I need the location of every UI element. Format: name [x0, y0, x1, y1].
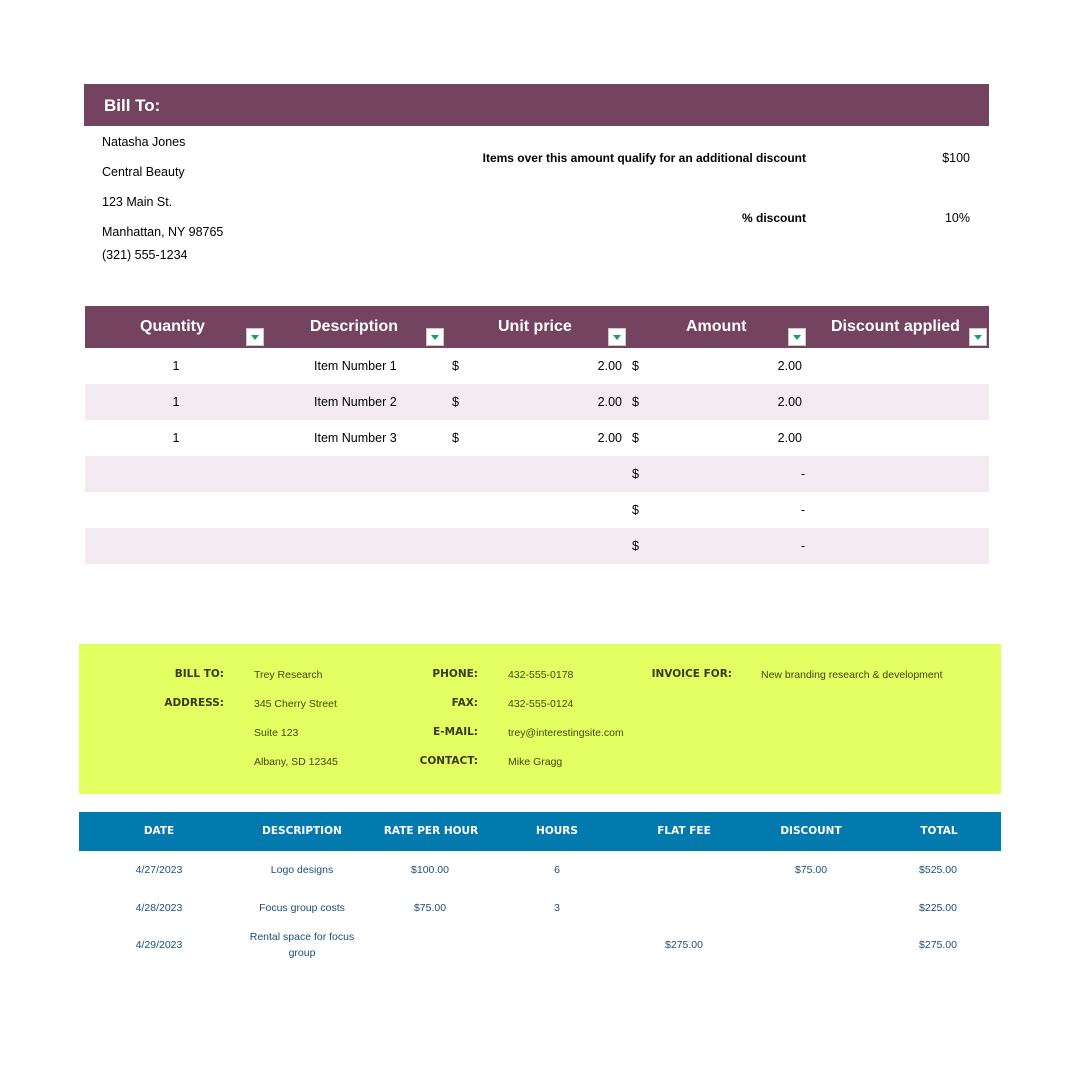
row3-flat-fee: $275.00 [665, 939, 703, 951]
row1-date: 4/27/2023 [135, 864, 183, 876]
address-line-1: 345 Cherry Street [254, 698, 337, 710]
email-label: E-MAIL: [433, 726, 478, 738]
column-header-rate-per-hour: RATE PER HOUR [383, 825, 479, 837]
cell-unit-currency: $ [452, 359, 459, 373]
column-header-hours: HOURS [536, 825, 578, 837]
client-info-block [79, 644, 1001, 794]
bill-to-value: Trey Research [254, 669, 323, 681]
cell-amount: 2.00 [777, 395, 802, 409]
row1-discount: $75.00 [794, 864, 828, 876]
cell-amount-currency: $ [632, 467, 639, 481]
quantity-filter-dropdown-arrow-icon[interactable] [246, 328, 264, 346]
cell-quantity: 1 [172, 431, 180, 445]
bill-to-header [84, 84, 989, 126]
cell-amount: - [800, 503, 805, 517]
column-header-total: TOTAL [920, 825, 958, 837]
customer-company: Central Beauty [102, 165, 185, 179]
address-line-3: Albany, SD 12345 [254, 756, 338, 768]
row2-hours: 3 [554, 902, 560, 914]
address-label: ADDRESS: [164, 697, 224, 709]
discount-applied-filter-dropdown-arrow-icon[interactable] [969, 328, 987, 346]
table-row [85, 528, 989, 564]
description-filter-dropdown-arrow-icon[interactable] [426, 328, 444, 346]
unit-price-filter-dropdown-arrow-icon[interactable] [608, 328, 626, 346]
table-row [85, 492, 989, 528]
cell-unit-currency: $ [452, 431, 459, 445]
cell-unit-price: 2.00 [597, 395, 622, 409]
contact-label: CONTACT: [419, 755, 478, 767]
table-row [85, 384, 989, 420]
column-header-description: Description [310, 318, 399, 335]
cell-amount-currency: $ [632, 539, 639, 553]
customer-street: 123 Main St. [102, 195, 173, 209]
bill-to-title: Bill To: [104, 96, 161, 115]
column-header-date: DATE [143, 825, 175, 837]
phone-value: 432-555-0178 [508, 669, 574, 681]
cell-quantity: 1 [172, 359, 180, 373]
cell-amount-currency: $ [632, 395, 639, 409]
cell-amount-currency: $ [632, 359, 639, 373]
row1-total: $525.00 [919, 864, 957, 876]
amount-filter-dropdown-arrow-icon[interactable] [788, 328, 806, 346]
phone-label: PHONE: [432, 668, 478, 680]
invoice-for-label: INVOICE FOR: [651, 668, 732, 680]
discount-percent-label: % discount [741, 211, 806, 225]
row1-description: Logo designs [270, 864, 334, 876]
cell-amount-currency: $ [632, 431, 639, 445]
customer-city: Manhattan, NY 98765 [102, 225, 224, 239]
cell-description: Item Number 2 [314, 395, 397, 409]
column-header-discount-applied: Discount applied [831, 318, 960, 335]
bill-to-label: BILL TO: [174, 668, 224, 680]
cell-amount-currency: $ [632, 503, 639, 517]
row3-description: Rental space for focus group [249, 931, 355, 959]
column-header-flat-fee: FLAT FEE [657, 825, 711, 837]
cell-description: Item Number 3 [314, 431, 397, 445]
row2-rate: $75.00 [413, 902, 447, 914]
fax-label: FAX: [451, 697, 478, 709]
discount-percent-value: 10% [944, 211, 970, 225]
items-table-header [85, 306, 989, 348]
cell-amount: - [800, 467, 805, 481]
row2-date: 4/28/2023 [135, 902, 183, 914]
cell-unit-price: 2.00 [597, 359, 622, 373]
contact-value: Mike Gragg [508, 756, 563, 768]
cell-amount: - [800, 539, 805, 553]
customer-phone: (321) 555-1234 [102, 248, 188, 262]
row1-rate: $100.00 [411, 864, 449, 876]
discount-threshold-value: $100 [942, 151, 970, 165]
table-row [85, 420, 989, 456]
column-header-description: DESCRIPTION [262, 825, 342, 837]
cell-amount: 2.00 [777, 431, 802, 445]
table-row [85, 456, 989, 492]
table-row [85, 348, 989, 384]
line-items-header [79, 812, 1001, 851]
row1-hours: 6 [554, 864, 560, 876]
cell-amount: 2.00 [777, 359, 802, 373]
address-line-2: Suite 123 [254, 727, 299, 739]
invoice-for-value: New branding research & development [761, 669, 943, 681]
row3-total: $275.00 [919, 939, 957, 951]
cell-quantity: 1 [172, 395, 180, 409]
column-header-unit-price: Unit price [498, 318, 572, 335]
customer-name: Natasha Jones [102, 135, 186, 149]
row3-date: 4/29/2023 [135, 939, 183, 951]
cell-description: Item Number 1 [314, 359, 397, 373]
cell-unit-currency: $ [452, 395, 459, 409]
fax-value: 432-555-0124 [508, 698, 574, 710]
email-value: trey@interestingsite.com [508, 727, 624, 739]
row2-total: $225.00 [919, 902, 957, 914]
column-header-discount: DISCOUNT [780, 825, 842, 837]
discount-threshold-label: Items over this amount qualify for an additional discount [482, 151, 806, 165]
cell-unit-price: 2.00 [597, 431, 622, 445]
column-header-amount: Amount [686, 318, 747, 335]
column-header-quantity: Quantity [140, 318, 205, 335]
row2-description: Focus group costs [259, 902, 345, 914]
